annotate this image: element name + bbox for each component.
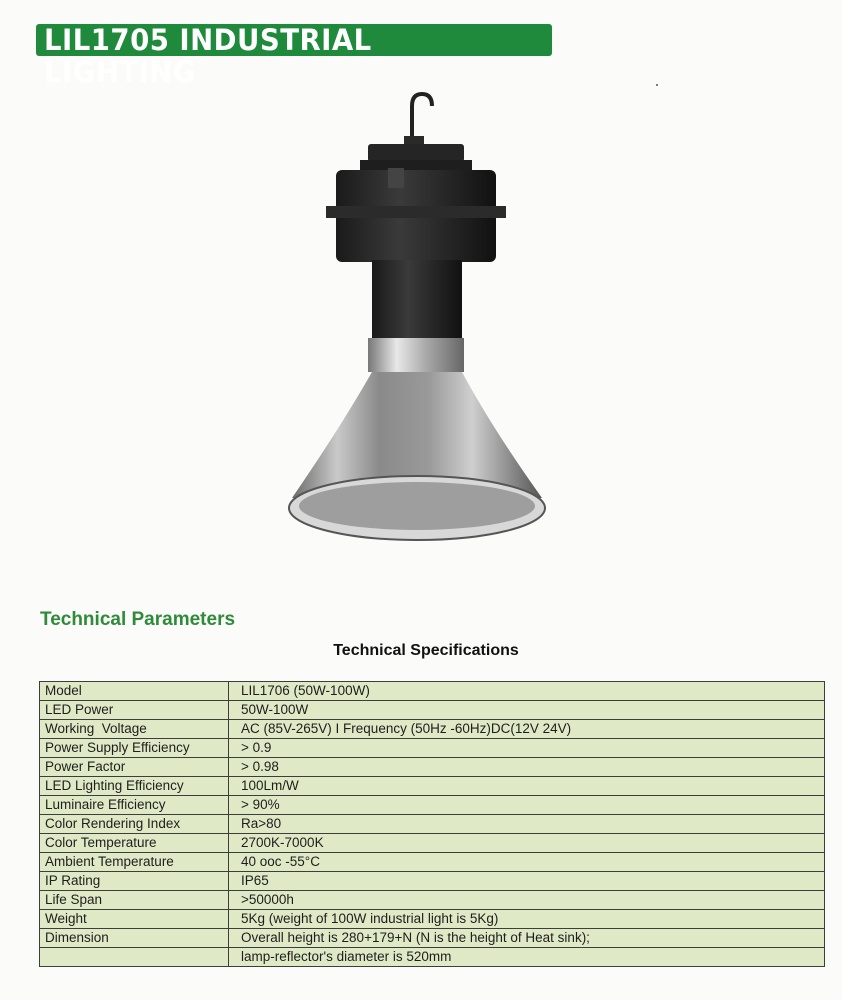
table-row	[40, 929, 825, 948]
param-cell: Model	[40, 682, 229, 701]
table-row	[40, 758, 825, 777]
table-row	[40, 796, 825, 815]
spec-table	[39, 681, 825, 967]
param-cell: Color Rendering Index	[40, 815, 229, 834]
value-cell: 100Lm/W	[229, 777, 825, 796]
param-cell: Working Voltage	[40, 720, 229, 739]
table-row	[40, 853, 825, 872]
table-row	[40, 701, 825, 720]
param-cell: IP Rating	[40, 872, 229, 891]
table-row	[40, 815, 825, 834]
industrial-lamp-image	[280, 88, 560, 558]
value-cell: >50000h	[229, 891, 825, 910]
param-cell: Power Factor	[40, 758, 229, 777]
value-cell: Ra>80	[229, 815, 825, 834]
param-cell: Weight	[40, 910, 229, 929]
param-cell: Luminaire Efficiency	[40, 796, 229, 815]
value-cell: > 0.98	[229, 758, 825, 777]
table-row	[40, 720, 825, 739]
value-cell: AC (85V-265V) I Frequency (50Hz -60Hz)DC(12V 24V)	[229, 720, 825, 739]
value-cell: 40 ooc -55°C	[229, 853, 825, 872]
table-row	[40, 777, 825, 796]
param-cell: Color Temperature	[40, 834, 229, 853]
table-row	[40, 682, 825, 701]
value-cell: Overall height is 280+179+N (N is the height of Heat sink);	[229, 929, 825, 948]
value-cell: LIL1706 (50W-100W)	[229, 682, 825, 701]
value-cell: 50W-100W	[229, 701, 825, 720]
table-row	[40, 739, 825, 758]
param-cell: Power Supply Efficiency	[40, 739, 229, 758]
param-cell: LED Lighting Efficiency	[40, 777, 229, 796]
table-row	[40, 834, 825, 853]
param-cell: LED Power	[40, 701, 229, 720]
table-row	[40, 891, 825, 910]
value-cell: > 0.9	[229, 739, 825, 758]
title-banner	[36, 23, 552, 89]
table-row	[40, 948, 825, 967]
speck	[656, 84, 658, 86]
value-cell: 2700K-7000K	[229, 834, 825, 853]
param-cell: Life Span	[40, 891, 229, 910]
param-cell-empty	[40, 948, 229, 967]
table-title: Technical Specifications	[333, 642, 519, 659]
section-heading: Technical Parameters	[40, 609, 236, 630]
table-row	[40, 910, 825, 929]
page-title: LIL1705 INDUSTRIAL LIGHTING	[44, 23, 372, 89]
value-cell: lamp-reflector's diameter is 520mm	[229, 948, 825, 967]
value-cell: IP65	[229, 872, 825, 891]
value-cell: 5Kg (weight of 100W industrial light is 5Kg)	[229, 910, 825, 929]
param-cell: Ambient Temperature	[40, 853, 229, 872]
table-row	[40, 872, 825, 891]
param-cell: Dimension	[40, 929, 229, 948]
value-cell: > 90%	[229, 796, 825, 815]
